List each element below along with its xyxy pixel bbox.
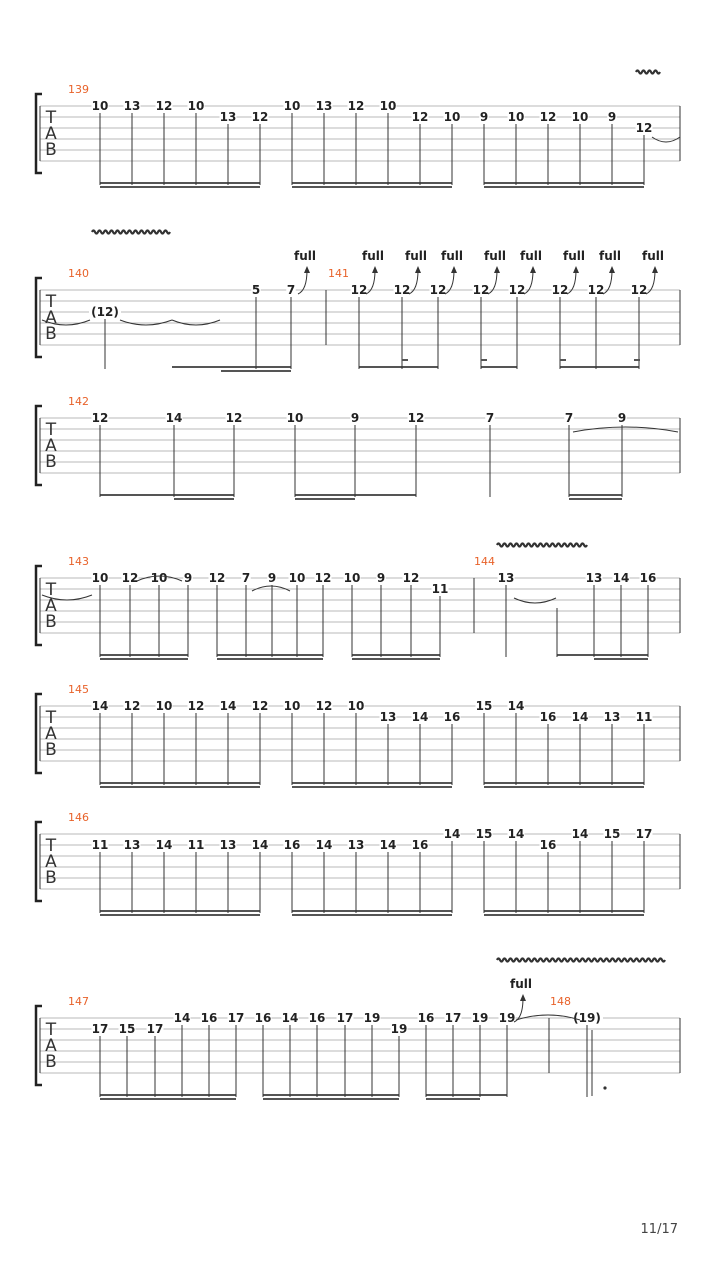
- bend-arrowhead: [415, 266, 421, 273]
- tab-system: [36, 544, 680, 660]
- fret-number: 17: [227, 1011, 245, 1025]
- tab-system: [36, 683, 680, 787]
- fret-number: 16: [411, 838, 429, 852]
- fret-number: 14: [507, 699, 525, 713]
- fret-number: 16: [443, 710, 461, 724]
- fret-number: (19): [573, 1011, 601, 1025]
- fret-number: 9: [479, 110, 489, 124]
- tab-system: [36, 395, 680, 499]
- fret-number: 16: [539, 838, 557, 852]
- fret-number: 16: [539, 710, 557, 724]
- bend-arrowhead: [451, 266, 457, 273]
- fret-number: 14: [219, 699, 237, 713]
- fret-number: 10: [343, 571, 361, 585]
- fret-number: 10: [288, 571, 306, 585]
- fret-number: 15: [475, 827, 493, 841]
- fret-number: 16: [283, 838, 301, 852]
- fret-number: 12: [251, 110, 269, 124]
- fret-number: 9: [350, 411, 360, 425]
- fret-number: 13: [219, 838, 237, 852]
- bend-label: full: [642, 249, 664, 263]
- fret-number: 14: [612, 571, 630, 585]
- fret-number: 10: [443, 110, 461, 124]
- fret-number: 17: [91, 1022, 109, 1036]
- fret-number: 17: [444, 1011, 462, 1025]
- tab-clef-letter: A: [45, 596, 57, 616]
- bend-label: full: [599, 249, 621, 263]
- measure-number: 147: [68, 995, 89, 1008]
- fret-number: 5: [251, 283, 261, 297]
- fret-number: 14: [571, 827, 589, 841]
- measure-number: 148: [550, 995, 571, 1008]
- tab-clef-letter: B: [45, 740, 57, 760]
- fret-number: 13: [347, 838, 365, 852]
- fret-number: 7: [241, 571, 251, 585]
- bend-label: full: [294, 249, 316, 263]
- vibrato-mark: [92, 231, 170, 234]
- tab-clef-letter: A: [45, 852, 57, 872]
- tab-clef-letter: A: [45, 308, 57, 328]
- fret-number: 11: [431, 582, 449, 596]
- fret-number: 14: [173, 1011, 191, 1025]
- tab-clef-letter: T: [45, 292, 57, 312]
- tab-clef-letter: T: [45, 708, 57, 728]
- tab-clef-letter: A: [45, 724, 57, 744]
- bend-arrowhead: [520, 994, 526, 1001]
- fret-number: 12: [630, 283, 648, 297]
- bend-arrowhead: [494, 266, 500, 273]
- fret-number: 14: [155, 838, 173, 852]
- fret-number: 10: [155, 699, 173, 713]
- tab-clef-letter: B: [45, 324, 57, 344]
- fret-number: 12: [635, 121, 653, 135]
- bend-arrowhead: [573, 266, 579, 273]
- tab-system: [36, 959, 680, 1100]
- fret-number: 14: [571, 710, 589, 724]
- page-counter: 11/17: [640, 1222, 678, 1237]
- fret-number: 12: [407, 411, 425, 425]
- fret-number: 16: [200, 1011, 218, 1025]
- tab-clef-letter: B: [45, 1052, 57, 1072]
- fret-number: 13: [497, 571, 515, 585]
- fret-number: 17: [336, 1011, 354, 1025]
- fret-number: 12: [429, 283, 447, 297]
- fret-number: 10: [571, 110, 589, 124]
- fret-number: 12: [350, 283, 368, 297]
- fret-number: 14: [91, 699, 109, 713]
- fret-number: 10: [347, 699, 365, 713]
- measure-number: 141: [328, 267, 349, 280]
- measure-number: 146: [68, 811, 89, 824]
- fret-number: 13: [603, 710, 621, 724]
- fret-number: 12: [208, 571, 226, 585]
- measure-number: 142: [68, 395, 89, 408]
- fret-number: 10: [150, 571, 168, 585]
- fret-number: 12: [508, 283, 526, 297]
- fret-number: 12: [551, 283, 569, 297]
- fret-number: 19: [498, 1011, 516, 1025]
- tab-clef-letter: T: [45, 836, 57, 856]
- fret-number: 12: [91, 411, 109, 425]
- tab-clef-letter: T: [45, 1020, 57, 1040]
- fret-number: 14: [165, 411, 183, 425]
- fret-number: 15: [475, 699, 493, 713]
- fret-number: 7: [564, 411, 574, 425]
- bend-label: full: [563, 249, 585, 263]
- fret-number: 15: [603, 827, 621, 841]
- fret-number: 11: [187, 838, 205, 852]
- bend-label: full: [405, 249, 427, 263]
- fret-number: 16: [308, 1011, 326, 1025]
- fret-number: 12: [472, 283, 490, 297]
- fret-number: 16: [639, 571, 657, 585]
- tab-system: [36, 231, 680, 372]
- fret-number: 10: [286, 411, 304, 425]
- fret-number: 12: [402, 571, 420, 585]
- fret-number: 13: [585, 571, 603, 585]
- fret-number: 14: [507, 827, 525, 841]
- fret-number: 14: [379, 838, 397, 852]
- tab-system: [36, 71, 680, 188]
- fret-number: 12: [347, 99, 365, 113]
- fret-number: 9: [607, 110, 617, 124]
- tab-system: [36, 811, 680, 915]
- tab-clef-letter: B: [45, 868, 57, 888]
- fret-number: 12: [155, 99, 173, 113]
- fret-number: 17: [146, 1022, 164, 1036]
- bend-label: full: [510, 977, 532, 991]
- fret-number: 12: [121, 571, 139, 585]
- tab-clef-letter: A: [45, 1036, 57, 1056]
- fret-number: 17: [635, 827, 653, 841]
- fret-number: 16: [254, 1011, 272, 1025]
- tab-clef-letter: B: [45, 612, 57, 632]
- tab-clef-letter: A: [45, 124, 57, 144]
- tab-clef-letter: T: [45, 580, 57, 600]
- vibrato-mark: [497, 544, 587, 547]
- tab-clef-letter: B: [45, 452, 57, 472]
- bend-arrowhead: [372, 266, 378, 273]
- bend-label: full: [520, 249, 542, 263]
- fret-number: 14: [411, 710, 429, 724]
- measure-number: 140: [68, 267, 89, 280]
- fret-number: 12: [411, 110, 429, 124]
- fret-number: 9: [617, 411, 627, 425]
- fret-number: 12: [587, 283, 605, 297]
- fret-number: 12: [187, 699, 205, 713]
- fret-number: 7: [286, 283, 296, 297]
- vibrato-mark: [636, 71, 660, 74]
- fret-number: 14: [251, 838, 269, 852]
- fret-number: 12: [539, 110, 557, 124]
- fret-number: 12: [393, 283, 411, 297]
- fret-number: 10: [91, 99, 109, 113]
- fret-number: 13: [379, 710, 397, 724]
- fret-number: 7: [485, 411, 495, 425]
- measure-number: 144: [474, 555, 495, 568]
- bend-label: full: [441, 249, 463, 263]
- duration-dot: [603, 1086, 606, 1089]
- fret-number: 19: [471, 1011, 489, 1025]
- fret-number: 13: [219, 110, 237, 124]
- fret-number: 10: [379, 99, 397, 113]
- fret-number: 9: [376, 571, 386, 585]
- fret-number: 12: [123, 699, 141, 713]
- bend-label: full: [484, 249, 506, 263]
- tab-clef-letter: A: [45, 436, 57, 456]
- fret-number: 12: [314, 571, 332, 585]
- fret-number: 14: [315, 838, 333, 852]
- bend-arrowhead: [652, 266, 658, 273]
- fret-number: 14: [443, 827, 461, 841]
- fret-number: (12): [91, 305, 119, 319]
- fret-number: 19: [390, 1022, 408, 1036]
- fret-number: 10: [187, 99, 205, 113]
- fret-number: 19: [363, 1011, 381, 1025]
- tab-clef-letter: T: [45, 420, 57, 440]
- fret-number: 12: [225, 411, 243, 425]
- measure-number: 143: [68, 555, 89, 568]
- tab-clef-letter: B: [45, 140, 57, 160]
- bend-arrowhead: [304, 266, 310, 273]
- fret-number: 10: [283, 99, 301, 113]
- bend-label: full: [362, 249, 384, 263]
- bend-arrowhead: [530, 266, 536, 273]
- fret-number: 13: [315, 99, 333, 113]
- measure-number: 145: [68, 683, 89, 696]
- fret-number: 12: [251, 699, 269, 713]
- fret-number: 13: [123, 99, 141, 113]
- fret-number: 9: [267, 571, 277, 585]
- fret-number: 15: [118, 1022, 136, 1036]
- fret-number: 9: [183, 571, 193, 585]
- bend-arrowhead: [609, 266, 615, 273]
- fret-number: 10: [507, 110, 525, 124]
- fret-number: 10: [91, 571, 109, 585]
- fret-number: 11: [635, 710, 653, 724]
- fret-number: 16: [417, 1011, 435, 1025]
- fret-number: 14: [281, 1011, 299, 1025]
- fret-number: 12: [315, 699, 333, 713]
- vibrato-mark: [497, 959, 665, 962]
- fret-number: 13: [123, 838, 141, 852]
- tab-clef-letter: T: [45, 108, 57, 128]
- fret-number: 11: [91, 838, 109, 852]
- measure-number: 139: [68, 83, 89, 96]
- fret-number: 10: [283, 699, 301, 713]
